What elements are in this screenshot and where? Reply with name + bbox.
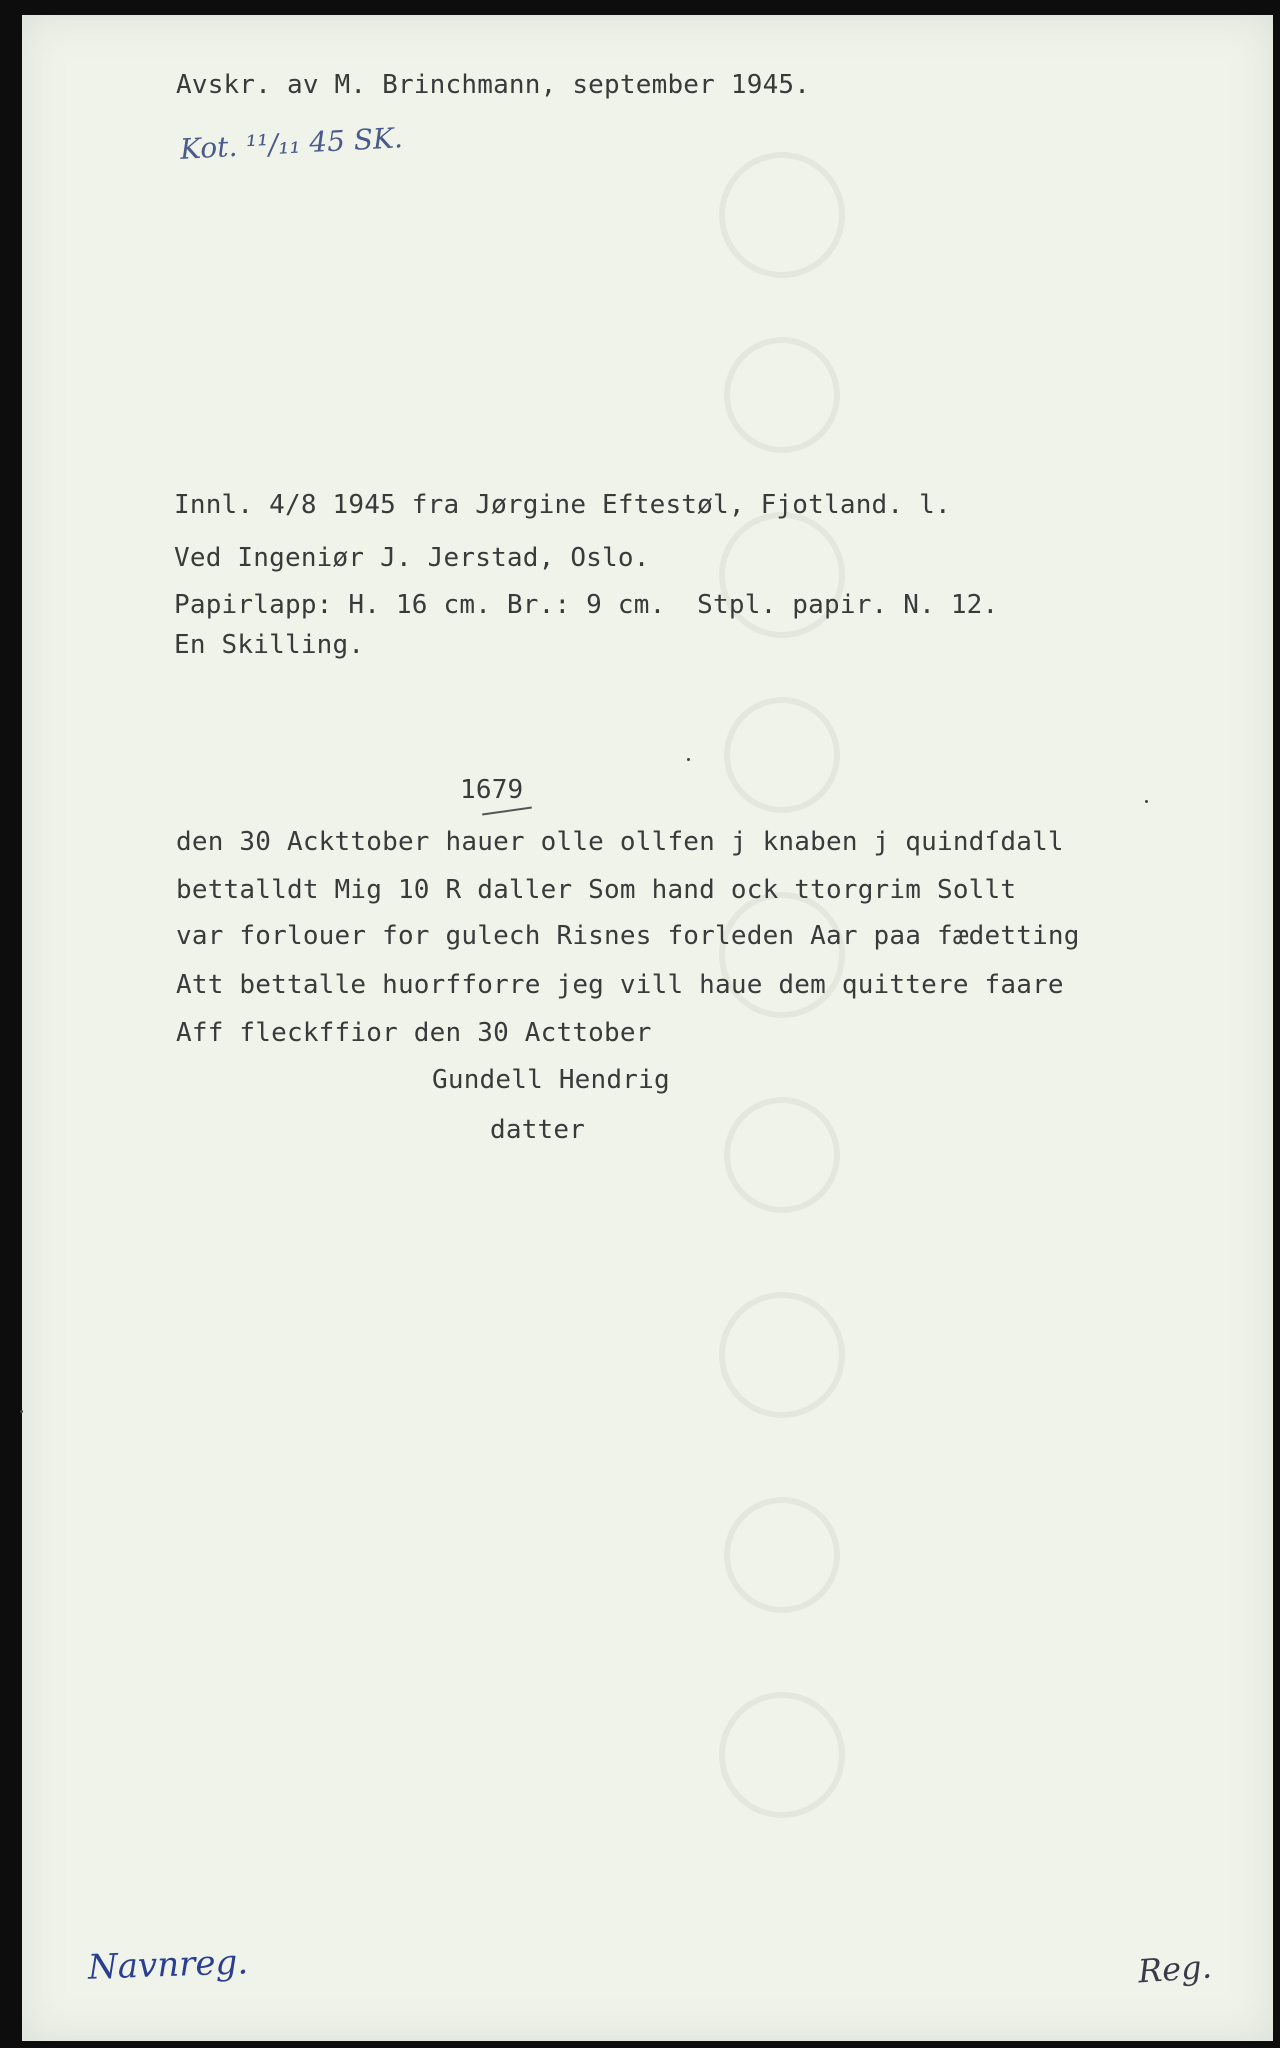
- source-info-line-4: En Skilling.: [174, 630, 365, 660]
- paper-watermark: [632, 95, 952, 1995]
- letter-line-3: var forlouer for gulech Risnes forleden Aar paa fædetting: [176, 921, 1080, 951]
- letter-year: 1679: [460, 775, 524, 805]
- letter-line-1: den 30 Ackttober hauer olle ollfen j knaben j quindſdall: [176, 827, 1064, 857]
- signature-name: Gundell Hendrig: [432, 1065, 670, 1095]
- letter-line-5: Aff fleckffior den 30 Acttober: [176, 1018, 652, 1048]
- source-info-line-2: Ved Ingeniør J. Jerstad, Oslo.: [174, 543, 650, 573]
- source-info-line-1: Innl. 4/8 1945 fra Jørgine Eftestøl, Fjotland. l.: [174, 490, 951, 520]
- letter-line-2: bettalldt Mig 10 R daller Som hand ock ttorgrim Sollt: [176, 875, 1017, 905]
- paper-speck: [20, 1410, 23, 1413]
- register-note-left: Navnreg.: [87, 1942, 249, 1988]
- register-note-right: Reg.: [1136, 1947, 1213, 1991]
- checked-note: Kot. ¹¹/₁₁ 45 SK.: [179, 121, 404, 166]
- paper-speck: [687, 758, 690, 761]
- paper-speck: [1145, 800, 1148, 803]
- signature-suffix: datter: [490, 1115, 586, 1145]
- letter-line-4: Att bettalle huorfforre jeg vill haue dem quittere faare: [176, 970, 1064, 1000]
- transcription-note: Avskr. av M. Brinchmann, september 1945.: [176, 70, 811, 100]
- document-page: [22, 15, 1273, 2041]
- year-underline: [482, 807, 532, 816]
- source-info-line-3: Papirlapp: H. 16 cm. Br.: 9 cm. Stpl. papir. N. 12.: [174, 590, 999, 620]
